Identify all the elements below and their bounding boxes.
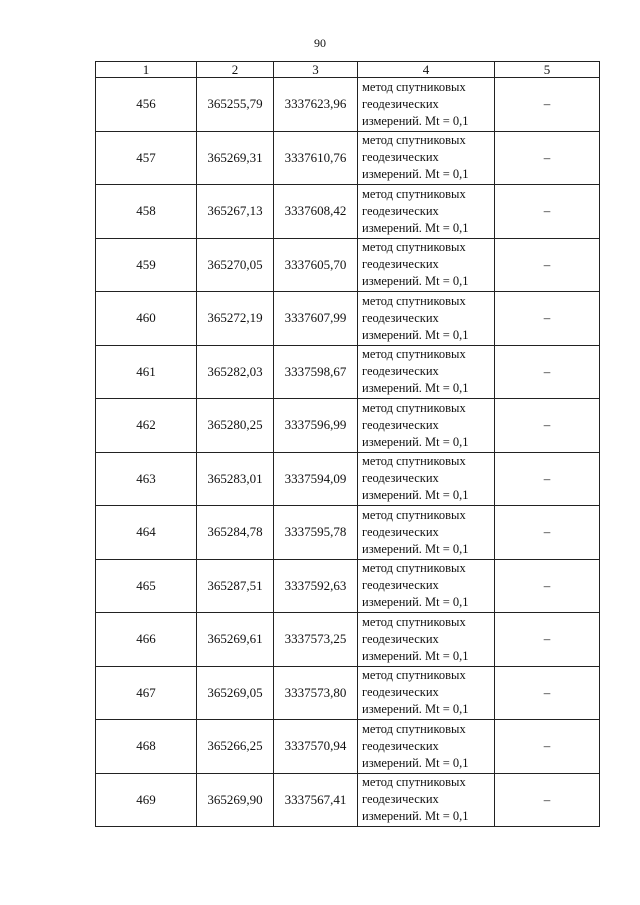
note-cell: – (495, 559, 600, 613)
y-coordinate-cell: 3337570,94 (274, 720, 358, 774)
column-header-5: 5 (495, 62, 600, 78)
table-header-row (96, 62, 600, 78)
point-number-cell: 456 (96, 78, 197, 132)
note-cell: – (495, 78, 600, 132)
note-cell: – (495, 238, 600, 292)
table-row (96, 292, 600, 346)
method-cell (358, 78, 495, 132)
x-coordinate-cell: 365280,25 (197, 399, 274, 453)
note-cell: – (495, 131, 600, 185)
method-text-line: метод спутниковых (362, 454, 466, 469)
table-row (96, 185, 600, 239)
point-number-cell: 465 (96, 559, 197, 613)
x-coordinate-cell: 365287,51 (197, 559, 274, 613)
point-number-cell: 466 (96, 613, 197, 667)
method-text-line: метод спутниковых (362, 400, 466, 415)
method-text-line: метод спутниковых (362, 347, 466, 362)
method-text-line: измерений. Mt = 0,1 (362, 541, 469, 556)
y-coordinate-cell: 3337596,99 (274, 399, 358, 453)
method-text-line: измерений. Mt = 0,1 (362, 595, 469, 610)
table-row (96, 345, 600, 399)
note-cell: – (495, 452, 600, 506)
y-coordinate-cell: 3337605,70 (274, 238, 358, 292)
y-coordinate-cell: 3337595,78 (274, 506, 358, 560)
method-text-line: метод спутниковых (362, 293, 466, 308)
column-header-3: 3 (274, 62, 358, 78)
method-text-line: метод спутниковых (362, 668, 466, 683)
method-text-line: измерений. Mt = 0,1 (362, 809, 469, 824)
point-number-cell: 459 (96, 238, 197, 292)
x-coordinate-cell: 365284,78 (197, 506, 274, 560)
method-text-line: измерений. Mt = 0,1 (362, 381, 469, 396)
y-coordinate-cell: 3337607,99 (274, 292, 358, 346)
x-coordinate-cell: 365270,05 (197, 238, 274, 292)
x-coordinate-cell: 365269,90 (197, 773, 274, 827)
method-text-line: геодезических (362, 417, 439, 432)
note-cell: – (495, 399, 600, 453)
x-coordinate-cell: 365272,19 (197, 292, 274, 346)
method-text-line: геодезических (362, 364, 439, 379)
method-text-line: метод спутниковых (362, 721, 466, 736)
table-row (96, 131, 600, 185)
method-text-line: измерений. Mt = 0,1 (362, 755, 469, 770)
x-coordinate-cell: 365267,13 (197, 185, 274, 239)
table-row (96, 613, 600, 667)
method-text-line: геодезических (362, 203, 439, 218)
method-text-line: геодезических (362, 150, 439, 165)
x-coordinate-cell: 365269,05 (197, 666, 274, 720)
table-row (96, 720, 600, 774)
method-text-line: измерений. Mt = 0,1 (362, 434, 469, 449)
y-coordinate-cell: 3337573,25 (274, 613, 358, 667)
method-text-line: измерений. Mt = 0,1 (362, 702, 469, 717)
method-text-line: метод спутниковых (362, 240, 466, 255)
x-coordinate-cell: 365269,31 (197, 131, 274, 185)
column-header-1: 1 (96, 62, 197, 78)
method-text-line: измерений. Mt = 0,1 (362, 488, 469, 503)
method-cell (358, 131, 495, 185)
x-coordinate-cell: 365283,01 (197, 452, 274, 506)
y-coordinate-cell: 3337567,41 (274, 773, 358, 827)
x-coordinate-cell: 365269,61 (197, 613, 274, 667)
column-header-4: 4 (358, 62, 495, 78)
point-number-cell: 467 (96, 666, 197, 720)
method-cell (358, 185, 495, 239)
table-row (96, 238, 600, 292)
method-text-line: метод спутниковых (362, 79, 466, 94)
note-cell: – (495, 506, 600, 560)
point-number-cell: 462 (96, 399, 197, 453)
method-text-line: метод спутниковых (362, 133, 466, 148)
point-number-cell: 460 (96, 292, 197, 346)
point-number-cell: 458 (96, 185, 197, 239)
note-cell: – (495, 613, 600, 667)
method-cell (358, 720, 495, 774)
method-text-line: метод спутниковых (362, 507, 466, 522)
method-text-line: измерений. Mt = 0,1 (362, 220, 469, 235)
column-header-2: 2 (197, 62, 274, 78)
method-text-line: измерений. Mt = 0,1 (362, 648, 469, 663)
table-row (96, 773, 600, 827)
x-coordinate-cell: 365255,79 (197, 78, 274, 132)
method-cell (358, 613, 495, 667)
method-cell (358, 292, 495, 346)
note-cell: – (495, 720, 600, 774)
method-text-line: измерений. Mt = 0,1 (362, 167, 469, 182)
y-coordinate-cell: 3337573,80 (274, 666, 358, 720)
page-number: 90 (314, 36, 326, 50)
method-text-line: измерений. Mt = 0,1 (362, 274, 469, 289)
method-text-line: геодезических (362, 257, 439, 272)
y-coordinate-cell: 3337594,09 (274, 452, 358, 506)
x-coordinate-cell: 365266,25 (197, 720, 274, 774)
method-cell (358, 452, 495, 506)
method-text-line: геодезических (362, 792, 439, 807)
method-text-line: метод спутниковых (362, 775, 466, 790)
method-text-line: измерений. Mt = 0,1 (362, 113, 469, 128)
method-cell (358, 399, 495, 453)
method-cell (358, 345, 495, 399)
method-text-line: метод спутниковых (362, 614, 466, 629)
note-cell: – (495, 345, 600, 399)
point-number-cell: 468 (96, 720, 197, 774)
method-text-line: геодезических (362, 310, 439, 325)
table-body (96, 78, 600, 827)
method-text-line: геодезических (362, 738, 439, 753)
point-number-cell: 457 (96, 131, 197, 185)
point-number-cell: 469 (96, 773, 197, 827)
method-text-line: геодезических (362, 631, 439, 646)
method-cell (358, 773, 495, 827)
table-row (96, 559, 600, 613)
method-cell (358, 506, 495, 560)
note-cell: – (495, 666, 600, 720)
method-text-line: метод спутниковых (362, 561, 466, 576)
y-coordinate-cell: 3337608,42 (274, 185, 358, 239)
method-text-line: измерений. Mt = 0,1 (362, 327, 469, 342)
note-cell: – (495, 292, 600, 346)
coordinates-table (95, 61, 600, 827)
table-row (96, 78, 600, 132)
table-row (96, 452, 600, 506)
y-coordinate-cell: 3337610,76 (274, 131, 358, 185)
note-cell: – (495, 773, 600, 827)
method-cell (358, 559, 495, 613)
note-cell: – (495, 185, 600, 239)
x-coordinate-cell: 365282,03 (197, 345, 274, 399)
method-cell (358, 666, 495, 720)
point-number-cell: 463 (96, 452, 197, 506)
method-text-line: геодезических (362, 578, 439, 593)
y-coordinate-cell: 3337623,96 (274, 78, 358, 132)
point-number-cell: 461 (96, 345, 197, 399)
method-text-line: геодезических (362, 524, 439, 539)
method-text-line: геодезических (362, 96, 439, 111)
method-text-line: метод спутниковых (362, 186, 466, 201)
table-row (96, 399, 600, 453)
method-text-line: геодезических (362, 471, 439, 486)
table-row (96, 666, 600, 720)
method-text-line: геодезических (362, 685, 439, 700)
method-cell (358, 238, 495, 292)
table-row (96, 506, 600, 560)
y-coordinate-cell: 3337592,63 (274, 559, 358, 613)
point-number-cell: 464 (96, 506, 197, 560)
y-coordinate-cell: 3337598,67 (274, 345, 358, 399)
